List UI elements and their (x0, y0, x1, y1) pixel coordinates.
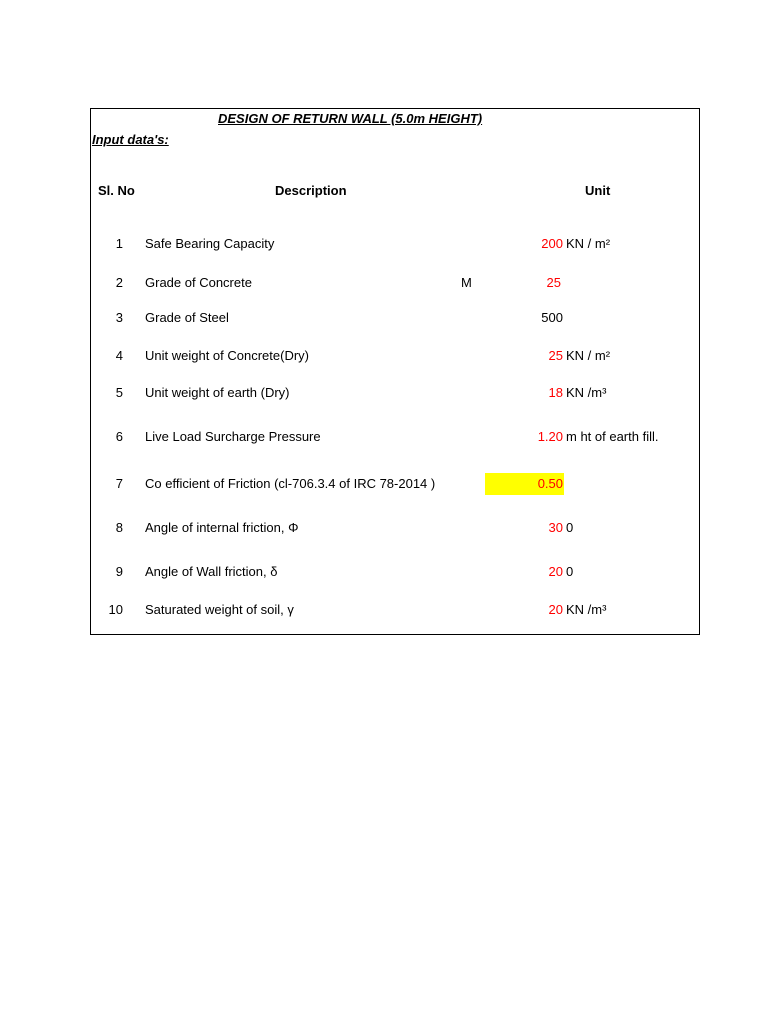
row-value[interactable]: 18 (548, 385, 563, 400)
row-value[interactable]: 1.20 (537, 429, 563, 444)
table-row (91, 348, 699, 366)
table-row (91, 236, 699, 254)
row-number: 10 (108, 602, 123, 617)
row-number: 8 (115, 520, 123, 535)
row-description: Angle of internal friction, Φ (145, 520, 299, 535)
row-number: 7 (115, 476, 123, 491)
row-unit: 0 (566, 520, 574, 535)
row-number: 2 (115, 275, 123, 290)
row-unit: KN /m³ (566, 602, 607, 617)
row-description: Unit weight of earth (Dry) (145, 385, 290, 400)
table-row (91, 310, 699, 328)
header-description: Description (275, 183, 347, 198)
table-row (91, 275, 699, 293)
row-unit: m ht of earth fill. (566, 429, 659, 444)
row-value[interactable]: 20 (548, 564, 563, 579)
row-description: Safe Bearing Capacity (145, 236, 275, 251)
row-description: Co efficient of Friction (cl-706.3.4 of IRC 78-2014 ) (145, 476, 436, 491)
table-row (91, 476, 699, 494)
table-row (91, 602, 699, 620)
row-description: Live Load Surcharge Pressure (145, 429, 321, 444)
row-unit: KN / m² (566, 236, 611, 251)
row-number: 9 (115, 564, 123, 579)
row-number: 5 (115, 385, 123, 400)
row-description: Saturated weight of soil, γ (145, 602, 294, 617)
header-sl-no: Sl. No (98, 183, 135, 198)
input-data-label: Input data's: (92, 132, 169, 147)
row-unit: KN / m² (566, 348, 611, 363)
row-number: 3 (115, 310, 123, 325)
row-number: 4 (115, 348, 123, 363)
row-value[interactable]: 30 (548, 520, 563, 535)
row-description: Grade of Steel (145, 310, 229, 325)
header-unit: Unit (585, 183, 611, 198)
row-description: Unit weight of Concrete(Dry) (145, 348, 309, 363)
row-number: 6 (115, 429, 123, 444)
design-sheet (90, 108, 700, 635)
row-unit: 0 (566, 564, 574, 579)
table-row (91, 385, 699, 403)
table-row (91, 429, 699, 447)
table-row (91, 564, 699, 582)
row-value[interactable]: 200 (541, 236, 563, 251)
row-value[interactable]: 25 (546, 275, 561, 290)
row-unit: KN /m³ (566, 385, 607, 400)
row-description: Angle of Wall friction, δ (145, 564, 278, 579)
sheet-title: DESIGN OF RETURN WALL (5.0m HEIGHT) (218, 111, 483, 126)
row-value[interactable]: 500 (541, 310, 563, 325)
row-value[interactable]: 20 (548, 602, 563, 617)
row-value[interactable]: 25 (548, 348, 563, 363)
row-description: Grade of Concrete (145, 275, 252, 290)
row-value[interactable]: 0.50 (537, 476, 563, 491)
row-prefix: M (461, 275, 472, 290)
row-number: 1 (115, 236, 123, 251)
table-row (91, 520, 699, 538)
